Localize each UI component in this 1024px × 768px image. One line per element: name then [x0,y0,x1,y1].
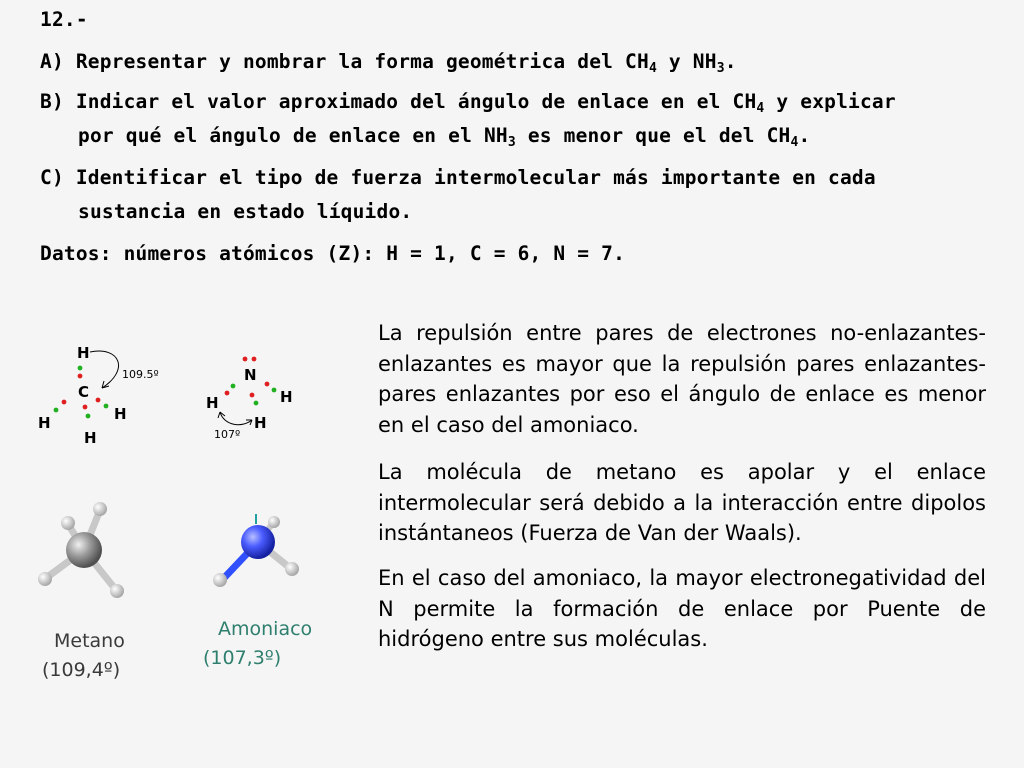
metano-caption-angle: (109,4º) [42,659,121,681]
methane-model [38,502,124,598]
question-a [40,50,737,76]
ammonia-model [213,514,299,587]
explanation-paragraph-2: La molécula de metano es apolar y el enlace intermolecular será debido a la interacción entre dipolos instántaneos (Fuerza de Van der Waals). [378,460,986,545]
nh3-n: N [244,366,257,384]
nh3-angle-arc [220,412,252,425]
question-b-text: y explicar [764,90,896,113]
subscript: 3 [507,135,516,150]
ch4-angle-label: 109.5º [122,368,159,381]
question-b-text: es menor que el del CH [515,124,791,147]
question-c-line1: C) Identificar el tipo de fuerza intermolecular más importante en cada [40,166,876,189]
question-b-text: . [798,124,811,147]
subscript: 4 [648,61,657,76]
ch4-left-h: H [38,414,51,432]
ch4-top-h: H [77,344,90,362]
nh3-right-h: H [280,388,293,406]
datos-line: Datos: números atómicos (Z): H = 1, C = 6, N = 7. [40,242,626,265]
ch4-c: C [78,383,90,401]
question-c-line2: sustancia en estado líquido. [78,200,413,223]
question-b-line1 [40,90,896,116]
nh3-angle-label: 107º [214,428,241,441]
subscript: 4 [790,135,799,150]
question-a-text: y NH [656,50,717,73]
question-number: 12.- [40,8,88,31]
question-b-line2 [78,124,811,150]
amoniaco-caption-name: Amoniaco [218,618,313,640]
question-a-text: A) Representar y nombrar la forma geométrica del CH [40,50,649,73]
ch4-lewis [38,344,127,447]
explanation-paragraph-1: La repulsión entre pares de electrones no-enlazantes-enlazantes es mayor que la repulsión pares enlazantes-pares enlazantes por eso el ángulo de enlace es menor en el caso del amoniaco. [378,321,986,437]
ch4-angle-arc [90,351,119,388]
nh3-bottom-h: H [254,414,267,432]
question-b-text: por qué el ángulo de enlace en el NH [78,124,508,147]
ch4-bottom-h: H [84,429,97,447]
ch4-right-h: H [114,405,127,423]
nh3-left-h: H [206,394,219,412]
explanation-paragraph-3: En el caso del amoniaco, la mayor electronegatividad del N permite la formación de enlace por Puente de hidrógeno entre sus moléculas. [378,566,986,651]
question-b-text: B) Indicar el valor aproximado del ángulo de enlace en el CH [40,90,757,113]
question-a-text: . [724,50,737,73]
lewis-structures [30,340,330,450]
amoniaco-caption-angle: (107,3º) [203,647,282,669]
molecule-models [30,498,330,608]
metano-caption-name: Metano [54,630,125,652]
subscript: 4 [756,101,765,116]
subscript: 3 [716,61,725,76]
